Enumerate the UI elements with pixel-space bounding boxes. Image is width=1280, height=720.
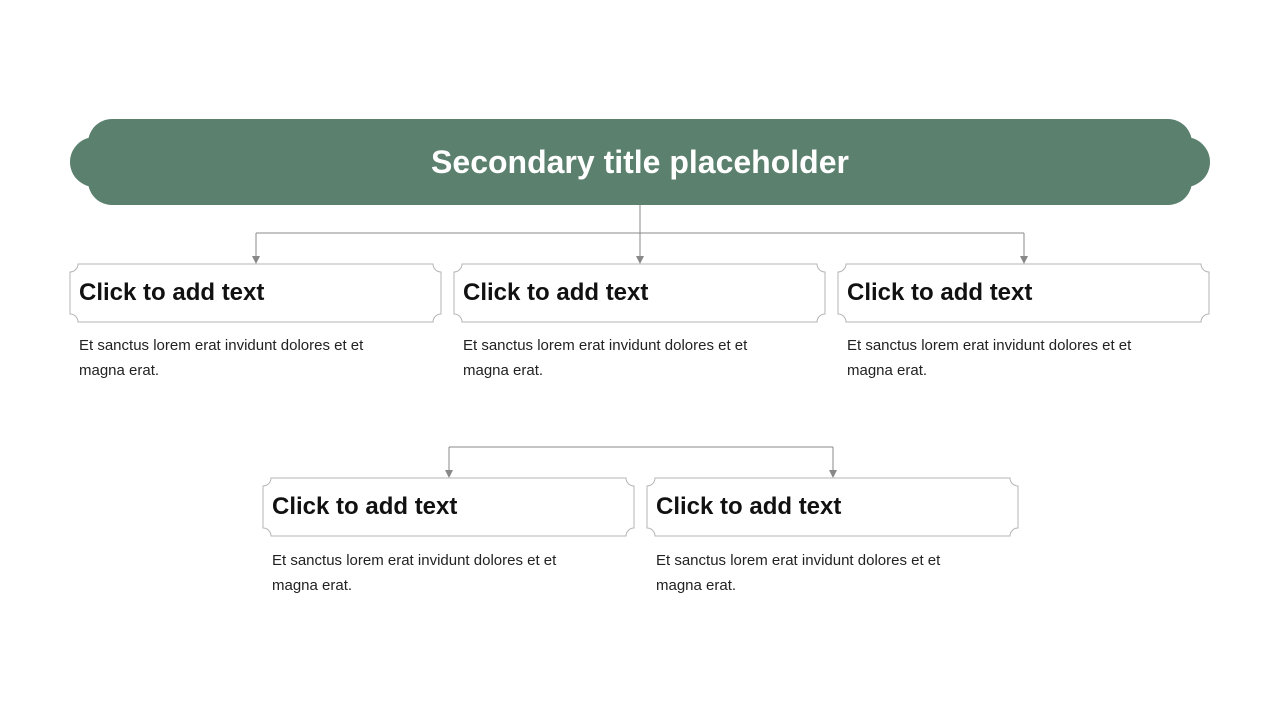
- card-description-1[interactable]: Et sanctus lorem erat invidunt dolores et et magna erat.: [79, 337, 364, 379]
- card-description-5[interactable]: Et sanctus lorem erat invidunt dolores et et magna erat.: [656, 552, 941, 594]
- card-description-3[interactable]: Et sanctus lorem erat invidunt dolores et et magna erat.: [847, 337, 1132, 379]
- top-connectors: [256, 205, 1024, 260]
- card-heading-4[interactable]: Click to add text: [272, 493, 458, 520]
- card-heading-5[interactable]: Click to add text: [656, 493, 842, 520]
- card-heading-2[interactable]: Click to add text: [463, 279, 649, 306]
- card-heading-1[interactable]: Click to add text: [79, 279, 265, 306]
- bottom-connectors: [449, 447, 833, 474]
- card-description-2[interactable]: Et sanctus lorem erat invidunt dolores et et magna erat.: [463, 337, 748, 379]
- card-heading-3[interactable]: Click to add text: [847, 279, 1033, 306]
- card-description-4[interactable]: Et sanctus lorem erat invidunt dolores et et magna erat.: [272, 552, 557, 594]
- title-text[interactable]: Secondary title placeholder: [431, 143, 849, 180]
